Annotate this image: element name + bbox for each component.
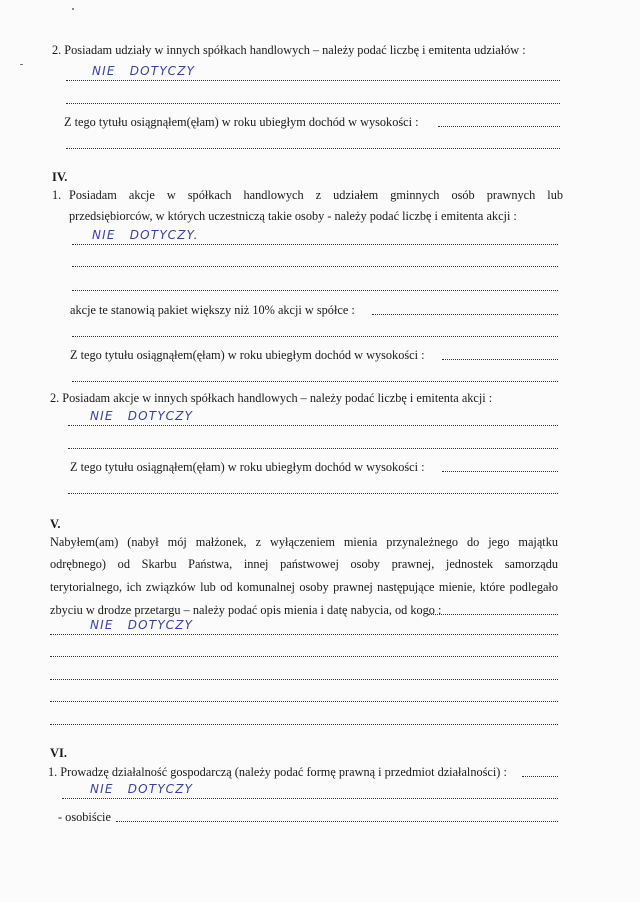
s6-item1-text: 1. Prowadzę działalność gospodarczą (należy podać formę prawną i przedmiot działalności) : (48, 765, 507, 779)
income-line[interactable] (438, 126, 560, 127)
section-v-heading: V. (50, 517, 61, 531)
answer-line[interactable] (50, 701, 558, 702)
s5-line2: odrębnego) od Skarbu Państwa, innej państwowej osoby prawnej, jednostek samorządu (50, 557, 558, 571)
handwritten-answer: NIE DOTYCZY (90, 782, 194, 796)
s4-item1-income-text: Z tego tytułu osiągnąłem(ęłam) w roku ubiegłym dochód w wysokości : (70, 348, 425, 362)
answer-line[interactable] (68, 493, 558, 494)
s4-item1-num: 1. (52, 188, 62, 202)
s6-personally-text: - osobiście (58, 810, 111, 824)
answer-line[interactable] (72, 381, 558, 382)
answer-line[interactable] (68, 425, 558, 426)
answer-line[interactable] (66, 80, 560, 81)
income-line[interactable] (442, 359, 558, 360)
handwritten-answer: NIE DOTYCZY. (92, 228, 199, 242)
section-iv-heading: IV. (52, 170, 68, 184)
answer-line[interactable] (50, 656, 558, 657)
s4-item1-line2: przedsiębiorców, w których uczestniczą takie osoby - należy podać liczbę i emitenta akcji : (69, 209, 517, 223)
s5-line3: terytorialnego, ich związków lub od komunalnej osoby prawnej następujące mienie, które podlegało (50, 580, 558, 594)
answer-line[interactable] (50, 634, 558, 635)
answer-line[interactable] (72, 244, 558, 245)
s4-item1-line1: Posiadam akcje w spółkach handlowych z udziałem gminnych osób prawnych lub (69, 188, 563, 202)
income-line[interactable] (442, 471, 558, 472)
s5-line1: Nabyłem(am) (nabył mój małżonek, z wyłączeniem mienia przynależnego do jego majątku (50, 535, 558, 549)
answer-line[interactable] (72, 336, 558, 337)
answer-line[interactable] (72, 290, 558, 291)
answer-line[interactable] (62, 798, 558, 799)
answer-line[interactable] (116, 821, 558, 822)
handwritten-answer: NIE DOTYCZY (92, 64, 196, 78)
answer-line[interactable] (72, 266, 558, 267)
answer-line[interactable] (428, 614, 558, 615)
answer-line[interactable] (66, 103, 560, 104)
answer-line[interactable] (68, 448, 558, 449)
answer-line[interactable] (50, 679, 558, 680)
s4-item2-text: 2. Posiadam akcje w innych spółkach handlowych – należy podać liczbę i emitenta akcji : (50, 391, 493, 405)
s4-item2-income-text: Z tego tytułu osiągnąłem(ęłam) w roku ubiegłym dochód w wysokości : (70, 460, 425, 474)
answer-line[interactable] (522, 776, 558, 777)
s5-line4: zbyciu w drodze przetargu – należy podać opis mienia i datę nabycia, od kogo : (50, 603, 442, 617)
packet-line[interactable] (372, 314, 558, 315)
section-vi-heading: VI. (50, 746, 68, 760)
handwritten-answer: NIE DOTYCZY (90, 618, 194, 632)
s4-packet-text: akcje te stanowią pakiet większy niż 10% akcji w spółce : (70, 303, 355, 317)
s3-item2-text: 2. Posiadam udziały w innych spółkach handlowych – należy podać liczbę i emitenta udziałów : (52, 43, 526, 57)
handwritten-answer: NIE DOTYCZY (90, 409, 194, 423)
scan-speck (72, 8, 74, 10)
s3-income-text: Z tego tytułu osiągnąłem(ęłam) w roku ubiegłym dochód w wysokości : (64, 115, 419, 129)
answer-line[interactable] (50, 724, 558, 725)
answer-line[interactable] (66, 148, 560, 149)
scan-speck (20, 64, 23, 65)
